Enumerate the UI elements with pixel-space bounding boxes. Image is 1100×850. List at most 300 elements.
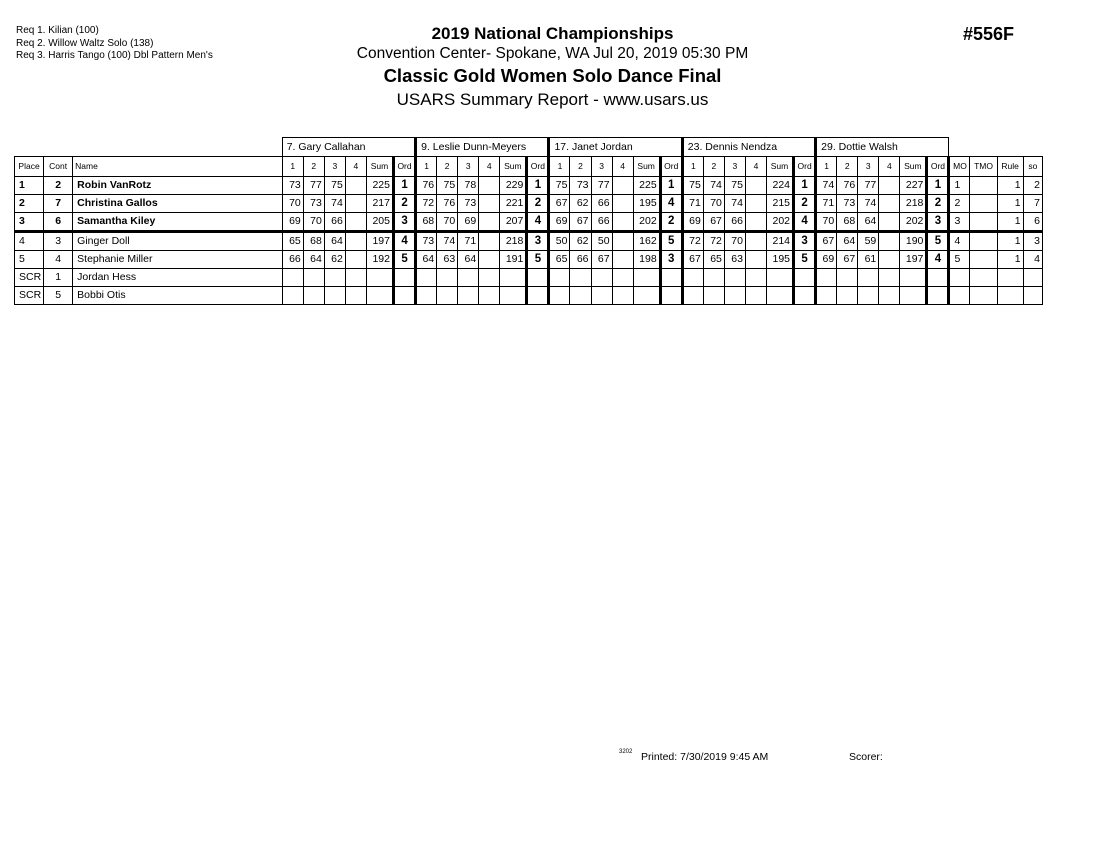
score-cell	[703, 287, 724, 305]
score-sum-cell: 218	[900, 195, 927, 213]
score-cell	[570, 269, 591, 287]
judge-name: 9. Leslie Dunn-Meyers	[416, 138, 549, 157]
score-cell: 69	[549, 213, 570, 232]
score-cell	[612, 287, 633, 305]
score-cell: 64	[324, 232, 345, 251]
rule-cell	[997, 287, 1023, 305]
score-cell: 64	[303, 251, 324, 269]
ordinal-cell	[393, 269, 415, 287]
so-cell: 6	[1023, 213, 1042, 232]
score-sum-cell: 221	[500, 195, 527, 213]
skater-name-cell: Stephanie Miller	[73, 251, 283, 269]
score-cell: 70	[816, 213, 837, 232]
score-cell: 68	[303, 232, 324, 251]
score-cell	[724, 269, 745, 287]
ordinal-cell	[393, 287, 415, 305]
column-header: Place	[15, 157, 44, 177]
score-sum-cell: 190	[900, 232, 927, 251]
majority-ordinal-cell	[949, 287, 970, 305]
score-cell: 67	[591, 251, 612, 269]
ordinal-cell: 5	[794, 251, 816, 269]
score-cell	[858, 287, 879, 305]
score-sum-cell	[900, 269, 927, 287]
column-header: 2	[837, 157, 858, 177]
score-cell	[479, 177, 500, 195]
score-cell: 66	[724, 213, 745, 232]
score-sum-cell: 202	[766, 213, 793, 232]
column-header: 3	[324, 157, 345, 177]
score-cell	[416, 269, 437, 287]
score-cell	[816, 287, 837, 305]
score-cell: 65	[282, 232, 303, 251]
score-cell: 73	[416, 232, 437, 251]
blank-cell	[949, 138, 1043, 157]
score-sum-cell: 195	[633, 195, 660, 213]
score-cell	[437, 269, 458, 287]
majority-ordinal-cell: 2	[949, 195, 970, 213]
score-cell	[858, 269, 879, 287]
column-header: Sum	[500, 157, 527, 177]
rule-cell: 1	[997, 213, 1023, 232]
ordinal-cell: 4	[660, 195, 682, 213]
column-header: Sum	[366, 157, 393, 177]
score-cell	[612, 177, 633, 195]
ordinal-cell	[927, 269, 949, 287]
score-cell: 70	[703, 195, 724, 213]
score-cell	[879, 269, 900, 287]
score-cell	[458, 269, 479, 287]
score-cell: 66	[591, 195, 612, 213]
scorer-label: Scorer:	[849, 751, 883, 763]
score-cell: 69	[816, 251, 837, 269]
ordinal-cell: 2	[927, 195, 949, 213]
so-cell: 3	[1023, 232, 1042, 251]
score-cell: 75	[682, 177, 703, 195]
column-header: 3	[724, 157, 745, 177]
event-title: Classic Gold Women Solo Dance Final	[383, 65, 722, 86]
score-cell	[745, 213, 766, 232]
column-header: 3	[458, 157, 479, 177]
column-header: 4	[879, 157, 900, 177]
score-cell: 66	[282, 251, 303, 269]
tmo-cell	[970, 177, 997, 195]
score-cell: 74	[816, 177, 837, 195]
score-cell	[816, 269, 837, 287]
column-header-row	[15, 157, 1043, 177]
ordinal-cell: 2	[660, 213, 682, 232]
event-number: #556F	[963, 24, 1015, 44]
score-cell	[303, 287, 324, 305]
ordinal-cell: 5	[527, 251, 549, 269]
so-cell: 4	[1023, 251, 1042, 269]
score-cell: 73	[282, 177, 303, 195]
results-table	[14, 137, 1043, 305]
column-header: 1	[816, 157, 837, 177]
column-header: 1	[416, 157, 437, 177]
score-cell: 59	[858, 232, 879, 251]
score-sum-cell: 198	[633, 251, 660, 269]
column-header: 3	[591, 157, 612, 177]
score-cell	[303, 269, 324, 287]
column-header: Cont	[44, 157, 73, 177]
table-row	[15, 195, 1043, 213]
score-cell	[345, 195, 366, 213]
request-item: Req 1. Kilian (100)	[16, 25, 99, 36]
request-item: Req 3. Harris Tango (100) Dbl Pattern Men's	[16, 50, 213, 61]
score-cell	[612, 251, 633, 269]
place-cell: 3	[15, 213, 44, 232]
score-cell	[612, 195, 633, 213]
ordinal-cell	[527, 269, 549, 287]
score-cell	[745, 195, 766, 213]
score-cell: 72	[416, 195, 437, 213]
score-cell	[437, 287, 458, 305]
column-header: 1	[282, 157, 303, 177]
score-cell	[345, 251, 366, 269]
score-cell: 74	[324, 195, 345, 213]
score-cell	[479, 232, 500, 251]
score-cell	[703, 269, 724, 287]
score-cell	[324, 287, 345, 305]
score-sum-cell: 224	[766, 177, 793, 195]
score-cell: 74	[437, 232, 458, 251]
score-cell	[479, 213, 500, 232]
tmo-cell	[970, 287, 997, 305]
score-cell: 77	[591, 177, 612, 195]
majority-ordinal-cell: 1	[949, 177, 970, 195]
column-header: Ord	[393, 157, 415, 177]
score-cell: 75	[549, 177, 570, 195]
score-cell: 72	[682, 232, 703, 251]
request-item: Req 2. Willow Waltz Solo (138)	[16, 37, 154, 49]
venue-line: Convention Center- Spokane, WA Jul 20, 2019 05:30 PM	[356, 45, 749, 62]
ordinal-cell	[527, 287, 549, 305]
rule-cell	[997, 269, 1023, 287]
skater-name-cell: Christina Gallos	[73, 195, 283, 213]
tmo-cell	[970, 269, 997, 287]
place-cell: 2	[15, 195, 44, 213]
score-sum-cell: 229	[500, 177, 527, 195]
skater-name-cell: Jordan Hess	[73, 269, 283, 287]
score-cell	[879, 213, 900, 232]
ordinal-cell: 1	[794, 177, 816, 195]
score-cell: 76	[416, 177, 437, 195]
score-cell	[570, 287, 591, 305]
column-header: 2	[570, 157, 591, 177]
score-cell: 75	[324, 177, 345, 195]
column-header: TMO	[970, 157, 997, 177]
place-cell: SCR	[15, 269, 44, 287]
ordinal-cell: 3	[660, 251, 682, 269]
score-cell	[479, 269, 500, 287]
footer-code: 3202	[619, 749, 633, 755]
column-header: so	[1023, 157, 1042, 177]
score-cell	[345, 213, 366, 232]
score-cell	[549, 287, 570, 305]
so-cell	[1023, 269, 1042, 287]
score-sum-cell: 202	[900, 213, 927, 232]
ordinal-cell: 3	[794, 232, 816, 251]
score-cell: 66	[570, 251, 591, 269]
majority-ordinal-cell: 4	[949, 232, 970, 251]
column-header: MO	[949, 157, 970, 177]
ordinal-cell: 2	[393, 195, 415, 213]
ordinal-cell	[660, 269, 682, 287]
tmo-cell	[970, 195, 997, 213]
score-cell: 73	[303, 195, 324, 213]
ordinal-cell: 5	[660, 232, 682, 251]
ordinal-cell: 4	[927, 251, 949, 269]
score-cell	[745, 287, 766, 305]
score-cell: 67	[816, 232, 837, 251]
place-cell: SCR	[15, 287, 44, 305]
score-cell: 73	[837, 195, 858, 213]
score-sum-cell: 191	[500, 251, 527, 269]
score-cell: 63	[724, 251, 745, 269]
rule-cell: 1	[997, 195, 1023, 213]
score-cell	[745, 251, 766, 269]
column-header: 2	[703, 157, 724, 177]
score-cell	[282, 269, 303, 287]
column-header: 1	[682, 157, 703, 177]
column-header: Ord	[660, 157, 682, 177]
score-cell	[879, 195, 900, 213]
ordinal-cell: 3	[927, 213, 949, 232]
rule-cell: 1	[997, 177, 1023, 195]
score-cell	[458, 287, 479, 305]
score-cell	[879, 251, 900, 269]
score-sum-cell: 227	[900, 177, 927, 195]
ordinal-cell: 1	[660, 177, 682, 195]
score-cell	[879, 177, 900, 195]
score-cell: 62	[570, 195, 591, 213]
score-cell	[345, 287, 366, 305]
judge-header-row	[15, 138, 1043, 157]
score-cell	[724, 287, 745, 305]
score-cell: 67	[837, 251, 858, 269]
ordinal-cell	[660, 287, 682, 305]
ordinal-cell: 3	[527, 232, 549, 251]
ordinal-cell: 1	[527, 177, 549, 195]
score-cell: 65	[703, 251, 724, 269]
column-header: Ord	[527, 157, 549, 177]
table-row	[15, 269, 1043, 287]
contestant-number-cell: 1	[44, 269, 73, 287]
score-cell: 69	[682, 213, 703, 232]
contestant-number-cell: 3	[44, 232, 73, 251]
score-cell	[745, 232, 766, 251]
score-cell: 69	[458, 213, 479, 232]
contestant-number-cell: 2	[44, 177, 73, 195]
score-cell	[591, 287, 612, 305]
column-header: Sum	[766, 157, 793, 177]
majority-ordinal-cell	[949, 269, 970, 287]
skater-name-cell: Robin VanRotz	[73, 177, 283, 195]
score-cell: 67	[682, 251, 703, 269]
skater-name-cell: Samantha Kiley	[73, 213, 283, 232]
score-cell: 63	[437, 251, 458, 269]
score-cell: 61	[858, 251, 879, 269]
so-cell	[1023, 287, 1042, 305]
ordinal-cell: 4	[393, 232, 415, 251]
score-cell: 73	[458, 195, 479, 213]
score-sum-cell: 207	[500, 213, 527, 232]
score-sum-cell: 215	[766, 195, 793, 213]
score-cell	[745, 269, 766, 287]
ordinal-cell: 5	[393, 251, 415, 269]
column-header: 2	[437, 157, 458, 177]
place-cell: 4	[15, 232, 44, 251]
score-sum-cell	[500, 287, 527, 305]
score-cell: 67	[570, 213, 591, 232]
score-cell: 74	[858, 195, 879, 213]
judge-name: 29. Dottie Walsh	[816, 138, 949, 157]
score-cell: 64	[837, 232, 858, 251]
score-cell: 65	[549, 251, 570, 269]
score-cell	[612, 213, 633, 232]
score-cell	[345, 232, 366, 251]
column-header: Ord	[927, 157, 949, 177]
score-cell: 78	[458, 177, 479, 195]
ordinal-cell	[794, 269, 816, 287]
majority-ordinal-cell: 5	[949, 251, 970, 269]
printed-timestamp: Printed: 7/30/2019 9:45 AM	[641, 751, 769, 763]
score-cell	[416, 287, 437, 305]
contestant-number-cell: 4	[44, 251, 73, 269]
score-sum-cell: 225	[366, 177, 393, 195]
table-row	[15, 287, 1043, 305]
score-cell	[837, 269, 858, 287]
column-header: Ord	[794, 157, 816, 177]
score-cell	[612, 232, 633, 251]
ordinal-cell: 3	[393, 213, 415, 232]
score-sum-cell	[900, 287, 927, 305]
ordinal-cell: 4	[527, 213, 549, 232]
score-sum-cell	[366, 269, 393, 287]
tmo-cell	[970, 232, 997, 251]
score-cell	[682, 287, 703, 305]
score-cell	[879, 287, 900, 305]
score-sum-cell: 162	[633, 232, 660, 251]
score-cell: 50	[591, 232, 612, 251]
score-cell: 67	[549, 195, 570, 213]
column-header: Sum	[900, 157, 927, 177]
score-cell: 76	[837, 177, 858, 195]
place-cell: 1	[15, 177, 44, 195]
ordinal-cell	[794, 287, 816, 305]
score-cell	[324, 269, 345, 287]
contestant-number-cell: 5	[44, 287, 73, 305]
score-cell: 72	[703, 232, 724, 251]
table-row	[15, 213, 1043, 232]
ordinal-cell: 1	[393, 177, 415, 195]
contestant-number-cell: 6	[44, 213, 73, 232]
column-header: Rule	[997, 157, 1023, 177]
blank-cell	[15, 138, 283, 157]
rule-cell: 1	[997, 232, 1023, 251]
score-cell	[837, 287, 858, 305]
score-sum-cell: 217	[366, 195, 393, 213]
score-cell: 70	[303, 213, 324, 232]
table-row	[15, 177, 1043, 195]
skater-name-cell: Bobbi Otis	[73, 287, 283, 305]
score-cell: 71	[682, 195, 703, 213]
score-cell: 70	[282, 195, 303, 213]
score-cell	[479, 195, 500, 213]
tmo-cell	[970, 251, 997, 269]
score-cell: 73	[570, 177, 591, 195]
score-cell: 64	[458, 251, 479, 269]
ordinal-cell: 5	[927, 232, 949, 251]
score-cell	[345, 269, 366, 287]
column-header: 2	[303, 157, 324, 177]
so-cell: 2	[1023, 177, 1042, 195]
column-header: 4	[345, 157, 366, 177]
score-cell: 64	[858, 213, 879, 232]
score-sum-cell: 197	[366, 232, 393, 251]
score-sum-cell: 202	[633, 213, 660, 232]
score-sum-cell: 225	[633, 177, 660, 195]
majority-ordinal-cell: 3	[949, 213, 970, 232]
score-cell	[879, 232, 900, 251]
score-cell: 50	[549, 232, 570, 251]
score-sum-cell	[500, 269, 527, 287]
score-cell: 64	[416, 251, 437, 269]
ordinal-cell: 4	[794, 213, 816, 232]
judge-name: 7. Gary Callahan	[282, 138, 415, 157]
column-header: Sum	[633, 157, 660, 177]
rule-cell: 1	[997, 251, 1023, 269]
score-cell	[345, 177, 366, 195]
score-cell: 66	[591, 213, 612, 232]
score-cell: 69	[282, 213, 303, 232]
score-cell: 74	[724, 195, 745, 213]
ordinal-cell	[927, 287, 949, 305]
score-cell	[282, 287, 303, 305]
score-sum-cell	[633, 269, 660, 287]
score-cell: 71	[816, 195, 837, 213]
score-sum-cell: 192	[366, 251, 393, 269]
score-sum-cell	[633, 287, 660, 305]
ordinal-cell: 2	[527, 195, 549, 213]
column-header: 4	[745, 157, 766, 177]
score-sum-cell: 195	[766, 251, 793, 269]
score-cell: 76	[437, 195, 458, 213]
score-cell: 75	[437, 177, 458, 195]
column-header: 1	[549, 157, 570, 177]
score-cell	[682, 269, 703, 287]
score-cell	[591, 269, 612, 287]
score-cell: 77	[303, 177, 324, 195]
judge-name: 23. Dennis Nendza	[682, 138, 815, 157]
score-cell	[612, 269, 633, 287]
score-cell: 77	[858, 177, 879, 195]
column-header: 4	[479, 157, 500, 177]
score-cell	[479, 251, 500, 269]
judge-name: 17. Janet Jordan	[549, 138, 682, 157]
ordinal-cell: 2	[794, 195, 816, 213]
score-cell	[549, 269, 570, 287]
score-sum-cell: 197	[900, 251, 927, 269]
score-cell: 62	[570, 232, 591, 251]
score-cell: 75	[724, 177, 745, 195]
score-sum-cell	[766, 269, 793, 287]
score-cell: 74	[703, 177, 724, 195]
score-sum-cell: 218	[500, 232, 527, 251]
tmo-cell	[970, 213, 997, 232]
ordinal-cell: 1	[927, 177, 949, 195]
score-cell: 66	[324, 213, 345, 232]
